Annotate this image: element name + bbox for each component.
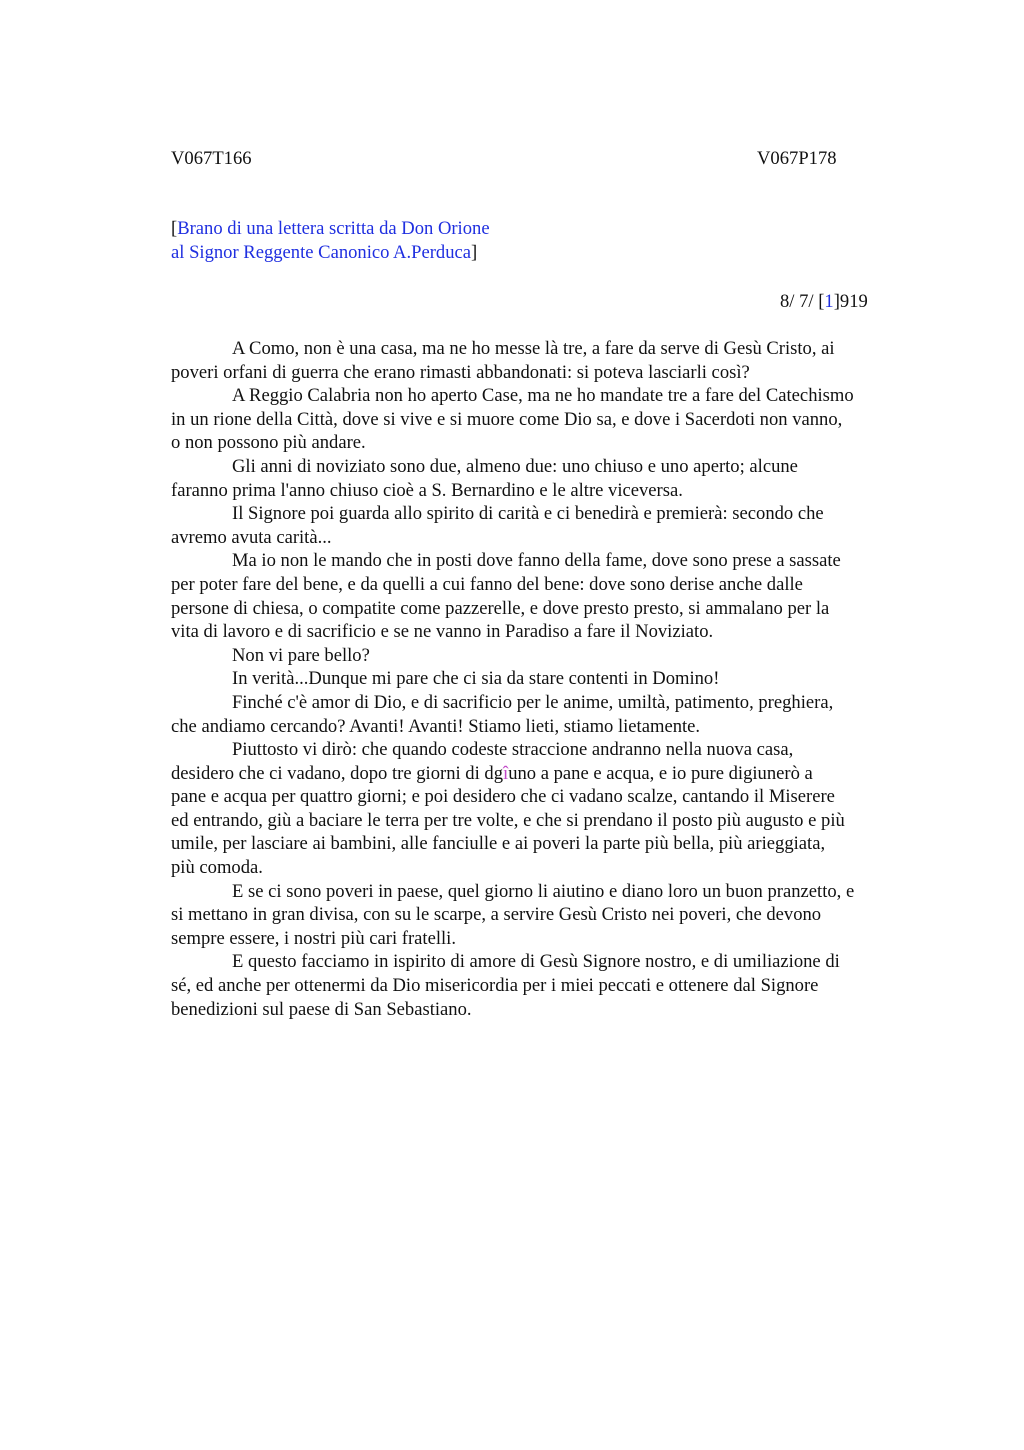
text-line: E se ci sono poveri in paese, quel giorno li aiutino e diano loro un buon pranzetto, e [232, 880, 855, 902]
text-line: per poter fare del bene, e da quelli a cui fanno del bene: dove sono derise anche dalle [171, 573, 803, 595]
text-line: sempre essere, i nostri più cari fratelli. [171, 927, 456, 949]
marked-character: î [503, 762, 509, 784]
paragraph [171, 337, 927, 384]
document-code-left: V067T166 [171, 148, 252, 169]
letter-body [171, 337, 927, 1021]
text-line: umile, per lasciare ai bambini, alle fanciulle e ai poveri la parte più bella, più arieggiata, [171, 833, 826, 855]
text-line: poveri orfani di guerra che erano rimasti abbandonati: si poteva lasciarli così? [171, 361, 750, 383]
text-line: sé, ed anche per ottenermi da Dio misericordia per i miei peccati e ottenere dal Signore [171, 975, 819, 997]
text-line: Piuttosto vi dirò: che quando codeste straccione andranno nella nuova casa, [232, 739, 794, 761]
text-line: Non vi pare bello? [232, 644, 370, 666]
text-line: più comoda. [171, 857, 263, 879]
text-line: vita di lavoro e di sacrificio e se ne vanno in Paradiso a fare il Noviziato. [171, 621, 714, 643]
text-line: A Como, non è una casa, ma ne ho messe là tre, a fare da serve di Gesù Cristo, ai [232, 338, 835, 359]
paragraph [171, 738, 927, 880]
date-prefix: 8/ 7/ [ [780, 291, 825, 312]
document-code-right: V067P178 [757, 148, 837, 169]
title-text-2: al Signor Reggente Canonico A.Perduca [171, 241, 472, 263]
paragraph [171, 384, 927, 455]
text-line: che andiamo cercando? Avanti! Avanti! Stiamo lieti, stiamo lietamente. [171, 715, 701, 737]
title-text-1: Brano di una lettera scritta da Don Orione [177, 218, 490, 239]
paragraph [171, 691, 927, 738]
text-line: o non possono più andare. [171, 432, 366, 454]
title-line-1 [171, 217, 490, 241]
date-suffix: ]919 [833, 291, 868, 312]
paragraph [171, 880, 927, 951]
title-open-bracket: [ [171, 218, 178, 239]
text-segment: uno a pane e acqua, e io pure digiunerò a [508, 762, 813, 784]
text-line: in un rione della Città, dove si vive e si muore come Dio sa, e dove i Sacerdoti non vanno, [171, 408, 843, 430]
text-line: Gli anni di noviziato sono due, almeno due: uno chiuso e uno aperto; alcune [232, 455, 798, 477]
letter-date [780, 290, 868, 314]
text-line: avremo avuta carità... [171, 526, 332, 548]
text-segment: desidero che ci vadano, dopo tre giorni di dg [171, 762, 504, 784]
text-line: E questo facciamo in ispirito di amore di Gesù Signore nostro, e di umiliazione di [232, 951, 840, 973]
letter-title [171, 217, 490, 264]
title-line-2 [171, 241, 490, 265]
paragraph [171, 667, 927, 691]
text-line: Il Signore poi guarda allo spirito di carità e ci benedirà e premierà: secondo che [232, 503, 824, 525]
paragraph [171, 549, 927, 643]
text-line: faranno prima l'anno chiuso cioè a S. Bernardino e le altre viceversa. [171, 479, 683, 501]
paragraph [171, 644, 927, 668]
text-line: pane e acqua per quattro giorni; e poi desidero che ci vadano scalze, cantando il Miserere [171, 786, 835, 808]
text-line [171, 762, 927, 786]
paragraph [171, 455, 927, 502]
text-line: Finché c'è amor di Dio, e di sacrificio per le anime, umiltà, patimento, preghiera, [232, 691, 834, 713]
paragraph [171, 502, 927, 549]
text-line: In verità...Dunque mi pare che ci sia da stare contenti in Domino! [232, 668, 720, 690]
date-inserted-digit: 1 [824, 291, 834, 312]
text-line: ed entrando, giù a baciare le terra per tre volte, e che si prendano il posto più augusto e più [171, 809, 845, 831]
text-line: benedizioni sul paese di San Sebastiano. [171, 998, 472, 1020]
paragraph [171, 950, 927, 1021]
text-line: persone di chiesa, o compatite come pazzerelle, e dove presto presto, si ammalano per la [171, 597, 830, 619]
text-line: A Reggio Calabria non ho aperto Case, ma ne ho mandate tre a fare del Catechismo [232, 385, 854, 407]
text-line: Ma io non le mando che in posti dove fanno della fame, dove sono prese a sassate [232, 550, 841, 572]
title-close-bracket: ] [471, 241, 478, 263]
text-line: si mettano in gran divisa, con su le scarpe, a servire Gesù Cristo nei poveri, che devono [171, 904, 822, 926]
